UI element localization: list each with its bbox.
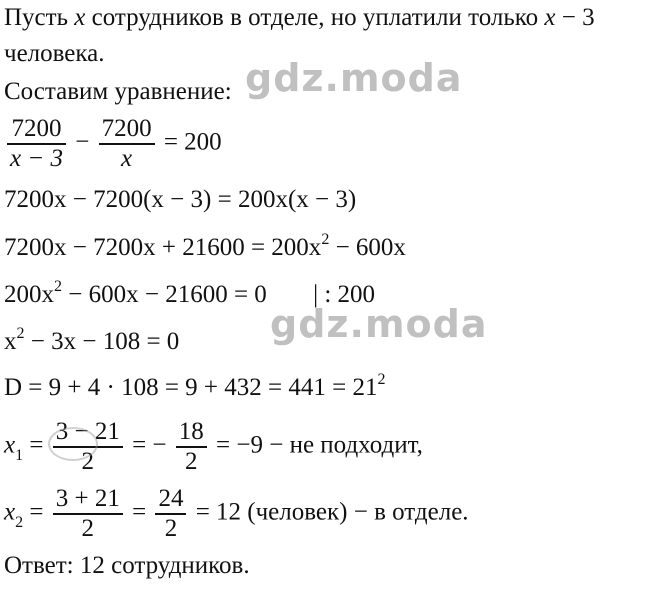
fraction: $\frac{3 - 21}{2}$ <box>53 418 123 476</box>
fraction: $\frac{18}{2}$ <box>176 418 207 476</box>
watermark: gdz.moda <box>245 56 463 100</box>
answer-line: Ответ: 12 сотрудников. <box>4 552 250 579</box>
equation-8: $x_2$ = $\frac{3 + 21}{2}$ = $\frac{24}{2}$ = 12 (человек) − в отделе. <box>4 485 469 542</box>
fraction: $\frac{7200}{x - 3}$ <box>7 115 66 173</box>
fraction: $\frac{24}{2}$ <box>155 485 186 543</box>
equation-6: $D = 9 + 4 \cdot 108 = 9 + 432 = 441 = 21^2$ <box>4 371 386 401</box>
text-line-2: человека. <box>4 40 105 67</box>
text-line-1: Пусть x сотрудников в отделе, но уплатили только x − 3 <box>4 4 595 31</box>
equation-2: 7200x − 7200(x − 3) = 200x(x − 3) <box>4 186 357 213</box>
equation-3: $7200x - 7200x + 21600 = 200x^2 - 600x$ <box>4 231 406 261</box>
watermark-logo-icon <box>48 427 98 461</box>
equation-7: $x_1$ = $\frac{3 - 21}{2}$ = − $\frac{18}{2}$ = −9 − не подходит, <box>4 418 423 475</box>
fraction: $\frac{3 + 21}{2}$ <box>53 485 123 543</box>
watermark: gdz.moda <box>270 302 488 346</box>
fraction: $\frac{7200}{x}$ <box>99 115 155 173</box>
equation-1: $\frac{7200}{x - 3}$ − $\frac{7200}{x}$ = 200 <box>4 115 222 173</box>
text-line-3: Составим уравнение: <box>4 78 232 105</box>
equation-4: $200x^2 - 600x - 21600 = 0$ | : 200 <box>4 278 376 308</box>
equation-5: $x^2 - 3x - 108 = 0$ <box>4 325 180 355</box>
